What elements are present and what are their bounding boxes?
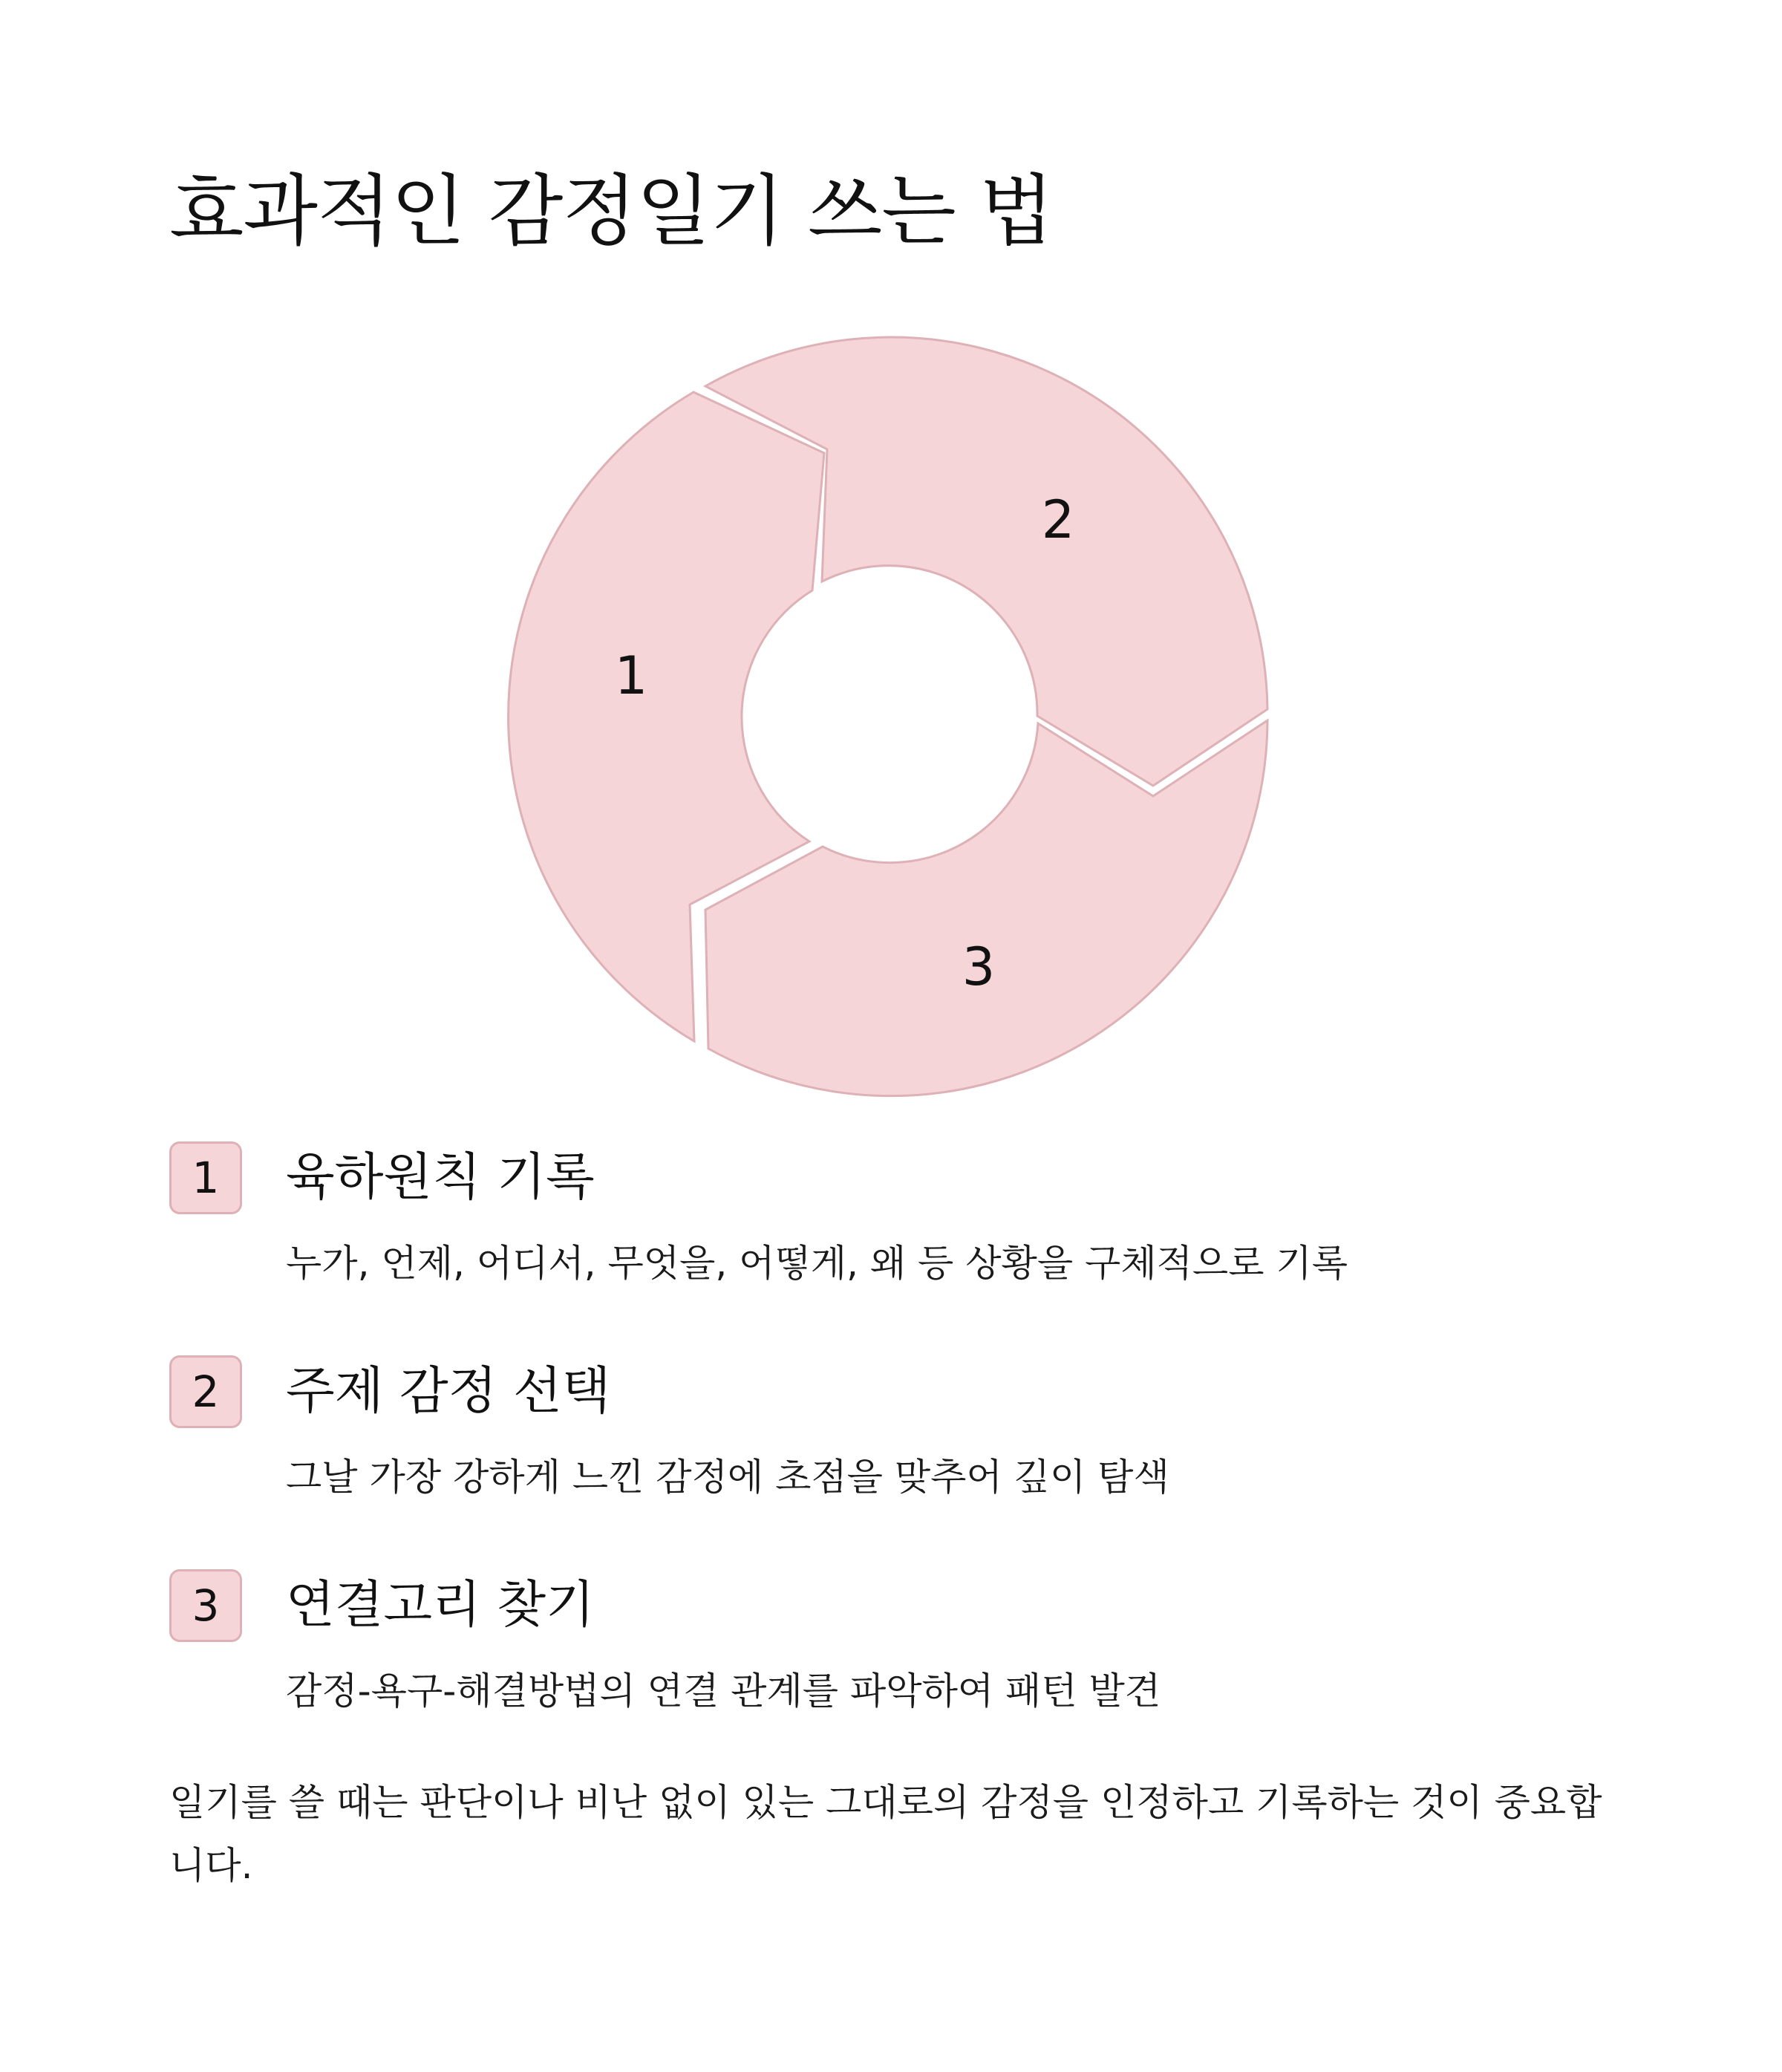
step-number-badge: 3 [169,1569,242,1642]
cycle-label-1: 1 [614,645,648,707]
step-item [169,1355,1654,1569]
step-title: 주제 감정 선택 [286,1362,611,1421]
page-title: 효과적인 감정일기 쓰는 법 [169,166,1054,256]
cycle-label-2: 2 [1041,489,1075,551]
cycle-label-3: 3 [962,936,996,998]
cycle-segment-3 [705,720,1267,1096]
step-number-badge: 1 [169,1141,242,1214]
step-description: 그날 가장 강하게 느낀 감정에 초점을 맞추어 깊이 탐색 [286,1456,1169,1499]
steps-list [169,1141,1654,1783]
step-item [169,1569,1654,1783]
step-title: 연결고리 찾기 [286,1576,595,1635]
footer-note: 일기를 쓸 때는 판단이나 비난 없이 있는 그대로의 감정을 인정하고 기록하는 것이 중요합니다. [169,1781,1602,1887]
step-description: 감정-욕구-해결방법의 연결 관계를 파악하여 패턴 발견 [286,1669,1161,1713]
step-description: 누가, 언제, 어디서, 무엇을, 어떻게, 왜 등 상황을 구체적으로 기록 [286,1242,1348,1285]
step-number-badge: 2 [169,1355,242,1428]
step-title: 육하원칙 기록 [286,1148,595,1207]
step-item [169,1141,1654,1355]
